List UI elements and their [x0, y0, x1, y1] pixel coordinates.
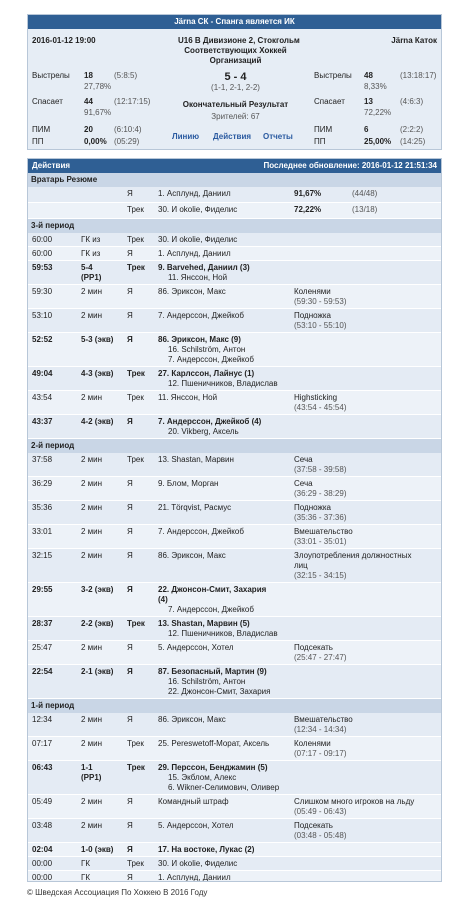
- event-row: [28, 549, 441, 583]
- event-player: 1. Асплунд, Даниил: [158, 249, 231, 258]
- event-type: ГК: [81, 859, 90, 868]
- penalty-interval: (35:36 - 37:36): [294, 513, 347, 522]
- event-player: 86. Эриксон, Макс: [158, 287, 226, 296]
- event-time: 43:37: [32, 417, 53, 426]
- event-player: 7. Андерссон, Джейкоб (4): [158, 417, 262, 426]
- penalty-reason: Подсекать: [294, 643, 333, 652]
- event-type: 5-4: [81, 263, 93, 272]
- away-pp: 25,00%: [364, 137, 392, 146]
- event-type: 5-3 (экв): [81, 335, 114, 344]
- event-time: 37:58: [32, 455, 53, 464]
- league-line-2: Соответствующих Хоккей: [184, 46, 287, 55]
- penalty-reason: Вмешательство: [294, 715, 353, 724]
- event-row: [28, 501, 441, 525]
- period-scores: (1-1, 2-1, 2-2): [211, 83, 260, 92]
- event-time: 25:47: [32, 643, 53, 652]
- event-team: Я: [127, 287, 133, 296]
- event-team: Трек: [127, 393, 144, 402]
- away-shots-label: Выстрелы: [314, 71, 352, 80]
- event-time: 60:00: [32, 249, 53, 258]
- penalty-reason: Коленями: [294, 287, 331, 296]
- game-title: Järna СК - Спанга является ИК: [28, 15, 441, 29]
- assist: 20. Vikberg, Аксель: [168, 427, 239, 436]
- event-type: 2 мин: [81, 311, 103, 320]
- event-time: 05:49: [32, 797, 53, 806]
- event-player: 9. Блом, Морган: [158, 479, 219, 488]
- event-time: 32:15: [32, 551, 53, 560]
- goal-row: [28, 415, 441, 439]
- event-team: Я: [127, 503, 133, 512]
- goalie-name: 30. И okolie, Фиделис: [158, 205, 238, 214]
- home-pim-detail: (6:10:4): [114, 125, 142, 134]
- penalty-reason: Подножка: [294, 311, 331, 320]
- penalty-reason: Сеча: [294, 455, 313, 464]
- last-updated: Последнее обновление: 2016-01-12 21:51:34: [263, 161, 437, 170]
- penalty-reason: Злоупотребления должностных: [294, 551, 412, 560]
- event-player: 5. Андерссон, Хотел: [158, 821, 234, 830]
- event-row: [28, 453, 441, 477]
- penalty-interval: (03:48 - 05:48): [294, 831, 347, 840]
- home-pp-detail: (05:29): [114, 137, 140, 146]
- goalie-detail: (44/48): [352, 189, 378, 198]
- goalie-summary-header: Вратарь Резюме: [28, 173, 441, 187]
- event-time: 07:17: [32, 739, 53, 748]
- event-player: 86. Эриксон, Макс: [158, 715, 226, 724]
- event-team: Я: [127, 249, 133, 258]
- event-player: 9. Barvehed, Даниил (3): [158, 263, 250, 272]
- assist: 16. Schilström, Антон: [168, 677, 246, 686]
- event-type: 2 мин: [81, 455, 103, 464]
- event-player: 5. Андерссон, Хотел: [158, 643, 234, 652]
- goalie-pct: 91,67%: [294, 189, 322, 198]
- event-type: 2-2 (экв): [81, 619, 114, 628]
- assist: 15. Экблом, Алекс: [168, 773, 237, 782]
- event-team: Я: [127, 479, 133, 488]
- event-type: 2-1 (экв): [81, 667, 114, 676]
- event-team: Я: [127, 845, 133, 854]
- actions-panel: [27, 158, 442, 882]
- event-player: 13. Shastan, Марвин: [158, 455, 234, 464]
- event-team: Я: [127, 873, 133, 882]
- penalty-interval: (12:34 - 14:34): [294, 725, 347, 734]
- penalty-reason-cont: лиц: [294, 561, 308, 570]
- away-saves-detail: (4:6:3): [400, 97, 424, 106]
- goal-row: [28, 617, 441, 641]
- event-player: 30. И okolie, Фиделис: [158, 859, 238, 868]
- event-team: Я: [127, 311, 133, 320]
- event-team: Я: [127, 821, 133, 830]
- goalie-pct: 72,22%: [294, 205, 322, 214]
- away-shots: 48: [364, 71, 373, 80]
- goal-row: [28, 761, 441, 795]
- event-player: 27. Карлссон, Лайнус (1): [158, 369, 255, 378]
- penalty-interval: (32:15 - 34:15): [294, 571, 347, 580]
- event-type: 2 мин: [81, 715, 103, 724]
- event-team: Я: [127, 667, 133, 676]
- event-row: [28, 795, 441, 819]
- event-time: 06:43: [32, 763, 53, 772]
- event-type: 3-2 (экв): [81, 585, 114, 594]
- penalty-reason: Коленями: [294, 739, 331, 748]
- event-type: ГК из: [81, 235, 101, 244]
- assist: 7. Андерссон, Джейкоб: [168, 355, 254, 364]
- assist: 6. Wikner-Селимович, Оливер: [168, 783, 280, 792]
- goalie-team: Я: [127, 189, 133, 198]
- event-row: [28, 641, 441, 665]
- goalie-row: [28, 203, 441, 219]
- penalty-interval: (59:30 - 59:53): [294, 297, 347, 306]
- actions-header: [28, 159, 441, 173]
- event-type: 4-3 (экв): [81, 369, 114, 378]
- event-row: [28, 871, 441, 882]
- result-label: Окончательный Результат: [182, 100, 289, 109]
- event-player: 17. На востоке, Лукас (2): [158, 845, 255, 854]
- assist: 16. Schilström, Антон: [168, 345, 246, 354]
- actions-title: Действия: [32, 161, 71, 170]
- event-time: 33:01: [32, 527, 53, 536]
- penalty-interval: (43:54 - 45:54): [294, 403, 347, 412]
- event-row: [28, 713, 441, 737]
- period-header: 1-й период: [28, 699, 441, 713]
- event-type-extra: (PP1): [81, 773, 102, 782]
- game-summary-panel: [27, 14, 442, 150]
- event-team: Я: [127, 551, 133, 560]
- spectators: Зрителей: 67: [211, 112, 260, 121]
- event-row: [28, 819, 441, 843]
- period-header: 2-й период: [28, 439, 441, 453]
- lineup-link[interactable]: Линию: [172, 132, 200, 141]
- home-pp: 0,00%: [84, 137, 107, 146]
- event-time: 29:55: [32, 585, 53, 594]
- penalty-interval: (05:49 - 06:43): [294, 807, 347, 816]
- event-time: 22:54: [32, 667, 53, 676]
- home-shots-detail: (5:8:5): [114, 71, 138, 80]
- penalty-reason: Highsticking: [294, 393, 338, 402]
- away-saves-label: Спасает: [314, 97, 345, 106]
- event-team: Трек: [127, 455, 144, 464]
- assist: 22. Джонсон-Смит, Захария: [168, 687, 271, 696]
- event-time: 60:00: [32, 235, 53, 244]
- goalie-row: [28, 187, 441, 203]
- event-time: 53:10: [32, 311, 53, 320]
- goal-row: [28, 843, 441, 857]
- assist: 12. Пшеничников, Владислав: [168, 629, 278, 638]
- event-time: 59:53: [32, 263, 53, 272]
- event-type: 1-1: [81, 763, 93, 772]
- penalty-interval: (07:17 - 09:17): [294, 749, 347, 758]
- penalty-interval: (25:47 - 27:47): [294, 653, 347, 662]
- event-team: Трек: [127, 859, 144, 868]
- event-player: 22. Джонсон-Смит, Захария: [158, 585, 267, 594]
- event-type: 2 мин: [81, 739, 103, 748]
- penalty-interval: (33:01 - 35:01): [294, 537, 347, 546]
- event-player: 29. Перссон, Бенджамин (5): [158, 763, 268, 772]
- away-saves: 13: [364, 97, 373, 106]
- event-row: [28, 285, 441, 309]
- event-time: 35:36: [32, 503, 53, 512]
- penalty-reason: Слишком много игроков на льду: [294, 797, 415, 806]
- away-saves-pct: 72,22%: [364, 108, 392, 117]
- event-time: 43:54: [32, 393, 53, 402]
- event-type: ГК из: [81, 249, 101, 258]
- event-player: 30. И okolie, Фиделис: [158, 235, 238, 244]
- away-pim: 6: [364, 125, 369, 134]
- event-player: 7. Андерссон, Джейкоб: [158, 527, 244, 536]
- event-type: 2 мин: [81, 821, 103, 830]
- event-player-extra: (4): [158, 595, 168, 604]
- event-time: 00:00: [32, 873, 53, 882]
- event-player: 1. Асплунд, Даниил: [158, 873, 231, 882]
- goal-row: [28, 261, 441, 285]
- event-team: Я: [127, 335, 133, 344]
- event-type: 2 мин: [81, 527, 103, 536]
- home-shots-label: Выстрелы: [32, 71, 70, 80]
- event-type: 2 мин: [81, 287, 103, 296]
- event-row: [28, 391, 441, 415]
- assist: 12. Пшеничников, Владислав: [168, 379, 278, 388]
- league-line-1: U16 В Дивизионе 2, Стокгольм: [178, 36, 300, 45]
- event-type: 2 мин: [81, 551, 103, 560]
- goalie-team: Трек: [127, 205, 144, 214]
- event-team: Я: [127, 797, 133, 806]
- event-row: [28, 233, 441, 247]
- period-header: 3-й период: [28, 219, 441, 233]
- actions-link[interactable]: Действия: [213, 132, 252, 141]
- event-team: Я: [127, 417, 133, 426]
- event-time: 28:37: [32, 619, 53, 628]
- event-player: 21. Törqvist, Расмус: [158, 503, 232, 512]
- goal-row: [28, 583, 441, 617]
- event-row: [28, 525, 441, 549]
- event-time: 02:04: [32, 845, 53, 854]
- reports-link[interactable]: Отчеты: [263, 132, 293, 141]
- event-type: 2 мин: [81, 503, 103, 512]
- event-time: 49:04: [32, 369, 53, 378]
- home-saves-pct: 91,67%: [84, 108, 112, 117]
- home-pp-label: ПП: [32, 137, 44, 146]
- event-team: Трек: [127, 235, 144, 244]
- event-time: 36:29: [32, 479, 53, 488]
- home-pim: 20: [84, 125, 93, 134]
- score: 5 - 4: [224, 71, 247, 83]
- event-row: [28, 857, 441, 871]
- event-player: Командный штраф: [158, 797, 229, 806]
- event-type: 2 мин: [81, 479, 103, 488]
- footer-copyright: © Шведская Ассоциация По Хоккею В 2016 Году: [27, 888, 208, 897]
- home-pim-label: ПИМ: [32, 125, 51, 134]
- event-time: 12:34: [32, 715, 53, 724]
- goalie-name: 1. Асплунд, Даниил: [158, 189, 231, 198]
- home-saves-label: Спасает: [32, 97, 63, 106]
- event-row: [28, 309, 441, 333]
- home-shots: 18: [84, 71, 93, 80]
- event-type: ГК: [81, 873, 90, 882]
- event-type: 2 мин: [81, 393, 103, 402]
- event-type: 2 мин: [81, 643, 103, 652]
- event-row: [28, 477, 441, 501]
- event-team: Я: [127, 585, 133, 594]
- goal-row: [28, 665, 441, 699]
- event-type: 2 мин: [81, 797, 103, 806]
- away-shots-detail: (13:18:17): [400, 71, 437, 80]
- away-shots-pct: 8,33%: [364, 82, 387, 91]
- event-time: 00:00: [32, 859, 53, 868]
- penalty-reason: Вмешательство: [294, 527, 353, 536]
- penalty-interval: (53:10 - 55:10): [294, 321, 347, 330]
- event-player: 7. Андерссон, Джейкоб: [158, 311, 244, 320]
- goal-row: [28, 333, 441, 367]
- event-player: 11. Янссон, Ной: [158, 393, 218, 402]
- venue: Järna Каток: [391, 36, 437, 45]
- event-type: 4-2 (экв): [81, 417, 114, 426]
- penalty-reason: Сеча: [294, 479, 313, 488]
- event-player: 87. Безопасный, Мартин (9): [158, 667, 267, 676]
- penalty-interval: (37:58 - 39:58): [294, 465, 347, 474]
- penalty-reason: Подножка: [294, 503, 331, 512]
- event-team: Я: [127, 527, 133, 536]
- away-pim-detail: (2:2:2): [400, 125, 424, 134]
- event-row: [28, 737, 441, 761]
- event-player: 25. Pereswetoff-Морат, Аксель: [158, 739, 270, 748]
- event-row: [28, 247, 441, 261]
- penalty-interval: (36:29 - 38:29): [294, 489, 347, 498]
- home-saves-detail: (12:17:15): [114, 97, 151, 106]
- event-team: Я: [127, 643, 133, 652]
- event-type-extra: (PP1): [81, 273, 102, 282]
- goal-row: [28, 367, 441, 391]
- penalty-reason: Подсекать: [294, 821, 333, 830]
- event-time: 59:30: [32, 287, 53, 296]
- event-time: 52:52: [32, 335, 53, 344]
- assist: 7. Андерссон, Джейкоб: [168, 605, 254, 614]
- event-type: 1-0 (экв): [81, 845, 114, 854]
- event-team: Трек: [127, 263, 145, 272]
- league-line-3: Организаций: [209, 56, 262, 65]
- event-team: Трек: [127, 763, 145, 772]
- home-saves: 44: [84, 97, 93, 106]
- event-team: Трек: [127, 369, 145, 378]
- event-time: 03:48: [32, 821, 53, 830]
- home-shots-pct: 27,78%: [84, 82, 112, 91]
- goalie-detail: (13/18): [352, 205, 378, 214]
- event-player: 13. Shastan, Марвин (5): [158, 619, 250, 628]
- away-pim-label: ПИМ: [314, 125, 333, 134]
- event-team: Трек: [127, 739, 144, 748]
- game-datetime: 2016-01-12 19:00: [32, 36, 96, 45]
- away-pp-label: ПП: [314, 137, 326, 146]
- event-player: 86. Эриксон, Макс: [158, 551, 226, 560]
- event-team: Трек: [127, 619, 145, 628]
- away-pp-detail: (14:25): [400, 137, 426, 146]
- assist: 11. Янссон, Ной: [168, 273, 228, 282]
- event-player: 86. Эриксон, Макс (9): [158, 335, 241, 344]
- event-team: Я: [127, 715, 133, 724]
